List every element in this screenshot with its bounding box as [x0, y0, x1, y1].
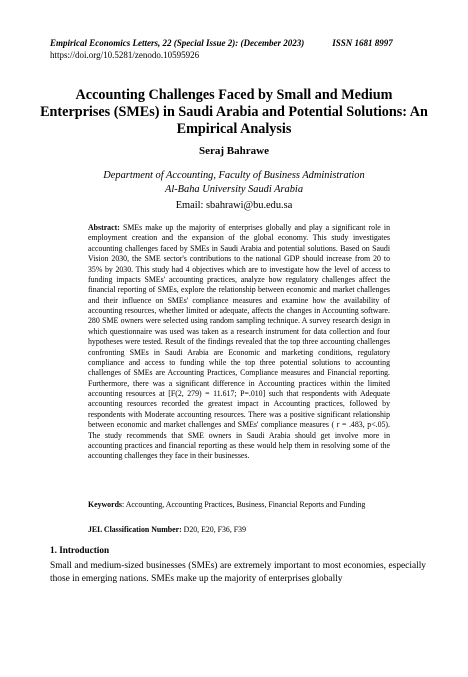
jel-classification [88, 525, 390, 535]
keywords-text: : Accounting, Accounting Practices, Business, Financial Reports and Funding [122, 500, 366, 509]
abstract-text: SMEs make up the majority of enterprises globally and play a significant role in employment creation and the expansion of the global economy. This study investigates accounting challenges faced by SMEs in Saudi Arabia and potential solutions. Based on Saudi Vision 2030, the SME sector's contributions to the national GDP should increase from 20 to 35% by 2030. This study had 4 objectives which are to investigate how the level of access to funding impacts SMEs' accounting practices, analyze how regulatory challenges affect the financial reporting of SMEs, explore the relationship between economic and market challenges and their influence on SMEs' compliance measures and examine how the availability of accounting resources, whether limited or adequate, affects the changes in Accounting software. 280 SME owners were selected using random sampling technique. A survey research design in which questionnaire was used was taken as a research instrument for data collection and four hypotheses were tested. Result of the findings revealed that the top three accounting challenges confronting SMEs in Saudi Arabia are Economic and marketing conditions, regulatory compliance and access to funding while the top three potential solutions to accounting challenges of SMEs are Accounting Practices, Compliance measures and Financial reporting. Furthermore, there was a significant difference in Accounting practices within the limited accounting resources at [F(2, 279) = 11.617; P=.010] such that respondents with Adequate accounting resources recorded the greatest impact in Accounting practices, followed by respondents with Moderate accounting resources. There was a positive significant relationship between economic and market challenges and SMEs' compliance measures ( r = .483, p<.05). The study recommends that SME owners in Saudi Arabia should get involve more in accounting practices and financial reporting as these would help them in resolving some of the accounting challenges they face in their businesses. [88, 223, 390, 461]
abstract-label: Abstract: [88, 223, 120, 232]
jel-label: JEL Classification Number: [88, 525, 182, 534]
keywords-label: Keywords [88, 500, 122, 509]
affiliation-university: Al-Baha University Saudi Arabia [164, 184, 304, 195]
journal-citation: Empirical Economics Letters, 22 (Special Issue 2): (December 2023) [50, 38, 305, 48]
introduction-paragraph: Small and medium-sized businesses (SMEs) are extremely important to most economies, especially those in emerging nations. SMEs make up the majority of enterprises globally [50, 561, 426, 585]
journal-header [50, 37, 422, 61]
abstract-block [88, 223, 390, 462]
keywords-block [88, 500, 390, 510]
author-name: Seraj Bahrawe [199, 145, 269, 157]
author-email: Email: sbahrawi@bu.edu.sa [175, 200, 293, 211]
paper-title: Accounting Challenges Faced by Small and Medium Enterprises (SMEs) in Saudi Arabia and Potential Solutions: An Empirical Analysis [40, 87, 428, 137]
author-affiliation [0, 169, 468, 197]
doi-link[interactable]: https://doi.org/10.5281/zenodo.10595926 [50, 50, 200, 60]
journal-issn: ISSN 1681 8997 [332, 38, 393, 48]
jel-codes: D20, E20, F36, F39 [181, 525, 246, 534]
affiliation-department: Department of Accounting, Faculty of Business Administration [103, 170, 365, 181]
section-heading-introduction: 1. Introduction [50, 545, 110, 555]
